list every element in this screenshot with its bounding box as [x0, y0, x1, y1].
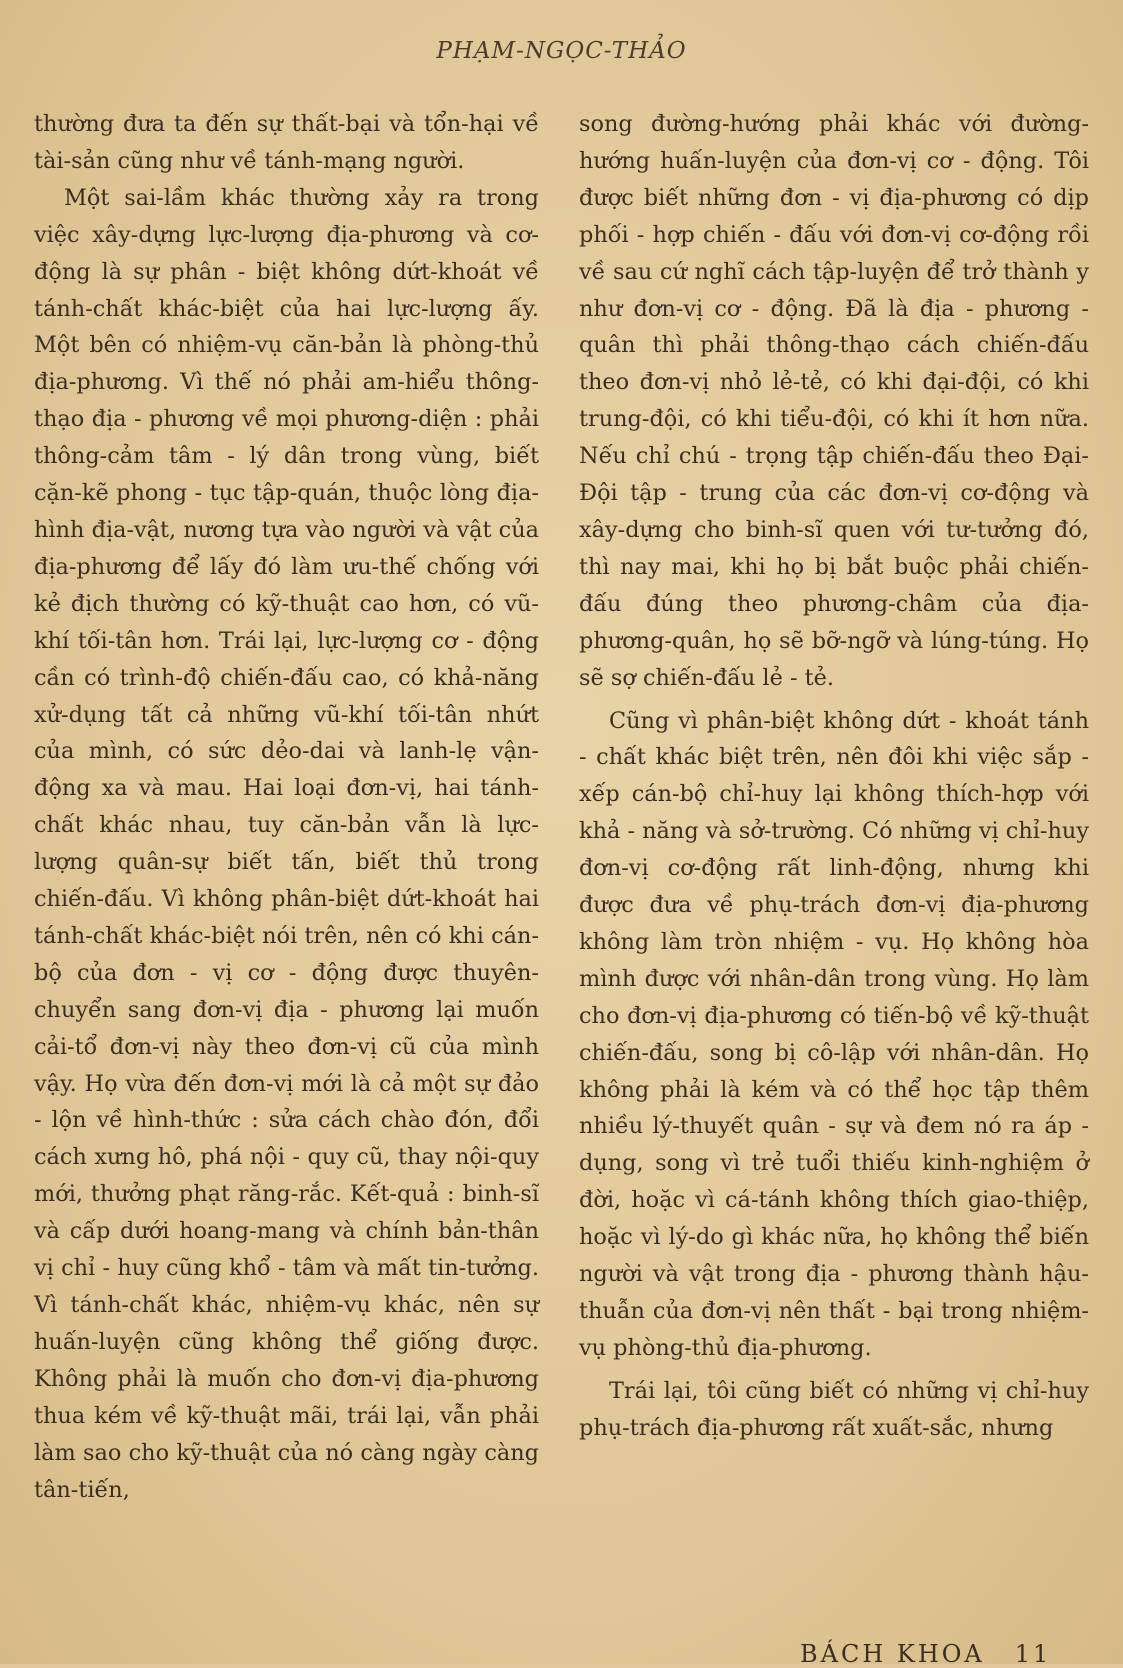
page-number: 11 — [1014, 1640, 1052, 1668]
left-column — [34, 106, 539, 1508]
right-column — [579, 106, 1089, 1447]
paragraph: Một sai-lầm khác thường xảy ra trong việc xây-dựng lực-lượng địa-phương và cơ-động là sự phân - biệt không dứt-khoát về tánh-chất khác-biệt của hai lực-lượng ấy. Một bên có nhiệm-vụ căn-bản là phòng-thủ địa-phương. Vì thế nó phải am-hiểu thông-thạo địa - phương về mọi phương-diện : phải thông-cảm tâm - lý dân trong vùng, biết cặn-kẽ phong - tục tập-quán, thuộc lòng địa-hình địa-vật, nương tựa vào người và vật của địa-phương để lấy đó làm ưu-thế chống với kẻ địch thường có kỹ-thuật cao hơn, có vũ-khí tối-tân hơn. Trái lại, lực-lượng cơ - động cần có trình-độ chiến-đấu cao, có khả-năng xử-dụng tất cả những vũ-khí tối-tân nhứt của mình, có sức dẻo-dai và lanh-lẹ vận-động xa và mau. Hai loại đơn-vị, hai tánh-chất khác nhau, tuy căn-bản vẫn là lực-lượng quân-sự biết tấn, biết thủ trong chiến-đấu. Vì không phân-biệt dứt-khoát hai tánh-chất khác-biệt nói trên, nên có khi cán-bộ của đơn - vị cơ - động được thuyên-chuyển sang đơn-vị địa - phương lại muốn cải-tổ đơn-vị này theo đơn-vị cũ của mình vậy. Họ vừa đến đơn-vị mới là cả một sự đảo - lộn về hình-thức : sửa cách chào đón, đổi cách xưng hô, phá nội - quy cũ, thay nội-quy mới, thưởng phạt răng-rắc. Kết-quả : binh-sĩ và cấp dưới hoang-mang và chính bản-thân vị chỉ - huy cũng khổ - tâm và mất tin-tưởng. Vì tánh-chất khác, nhiệm-vụ khác, nên sự huấn-luyện cũng không thể giống được. Không phải là muốn cho đơn-vị địa-phương thua kém về kỹ-thuật mãi, trái lại, vẫn phải làm sao cho kỹ-thuật của nó càng ngày càng tân-tiến, — [34, 184, 539, 1503]
publication-name: BÁCH KHOA — [800, 1640, 985, 1668]
paragraph: Trái lại, tôi cũng biết có những vị chỉ-huy phụ-trách địa-phương rất xuất-sắc, nhưng — [579, 1377, 1089, 1441]
paragraph: Cũng vì phân-biệt không dứt - khoát tánh - chất khác biệt trên, nên đôi khi việc sắp - xếp cán-bộ chỉ-huy lại không thích-hợp với khả - năng và sở-trường. Có những vị chỉ-huy đơn-vị cơ-động rất linh-động, nhưng khi được đưa về phụ-trách đơn-vị địa-phương không làm tròn nhiệm - vụ. Họ không hòa mình được với nhân-dân trong vùng. Họ làm cho đơn-vị địa-phương có tiến-bộ về kỹ-thuật chiến-đấu, song bị cô-lập với nhân-dân. Họ không phải là kém và có thể học tập thêm nhiều lý-thuyết quân - sự và đem nó ra áp - dụng, song vì trẻ tuổi thiếu kinh-nghiệm ở đời, hoặc vì cá-tánh không thích giao-thiệp, hoặc vì lý-do gì khác nữa, họ không thể biến người và vật trong địa - phương thành hậu-thuẫn của đơn-vị nên thất - bại trong nhiệm-vụ phòng-thủ địa-phương. — [579, 707, 1089, 1361]
paragraph: thường đưa ta đến sự thất-bại và tổn-hại về tài-sản cũng như về tánh-mạng người. — [34, 111, 539, 174]
running-header: PHẠM-NGỌC-THẢO — [436, 38, 687, 64]
paragraph: song đường-hướng phải khác với đường-hướng huấn-luyện của đơn-vị cơ - động. Tôi được biết những đơn - vị địa-phương có dịp phối - hợp chiến - đấu với đơn-vị cơ-động rồi về sau cứ nghĩ cách tập-luyện để trở thành y như đơn-vị cơ - động. Đã là địa - phương - quân thì phải thông-thạo cách chiến-đấu theo đơn-vị nhỏ lẻ-tẻ, có khi đại-đội, có khi trung-đội, có khi tiểu-đội, có khi ít hơn nữa. Nếu chỉ chú - trọng tập chiến-đấu theo Đại-Đội tập - trung của các đơn-vị cơ-động và xây-dựng cho binh-sĩ quen với tư-tưởng đó, thì nay mai, khi họ bị bắt buộc phải chiến-đấu đúng theo phương-châm của địa-phương-quân, họ sẽ bỡ-ngỡ và lúng-túng. Họ sẽ sợ chiến-đấu lẻ - tẻ. — [579, 111, 1089, 691]
